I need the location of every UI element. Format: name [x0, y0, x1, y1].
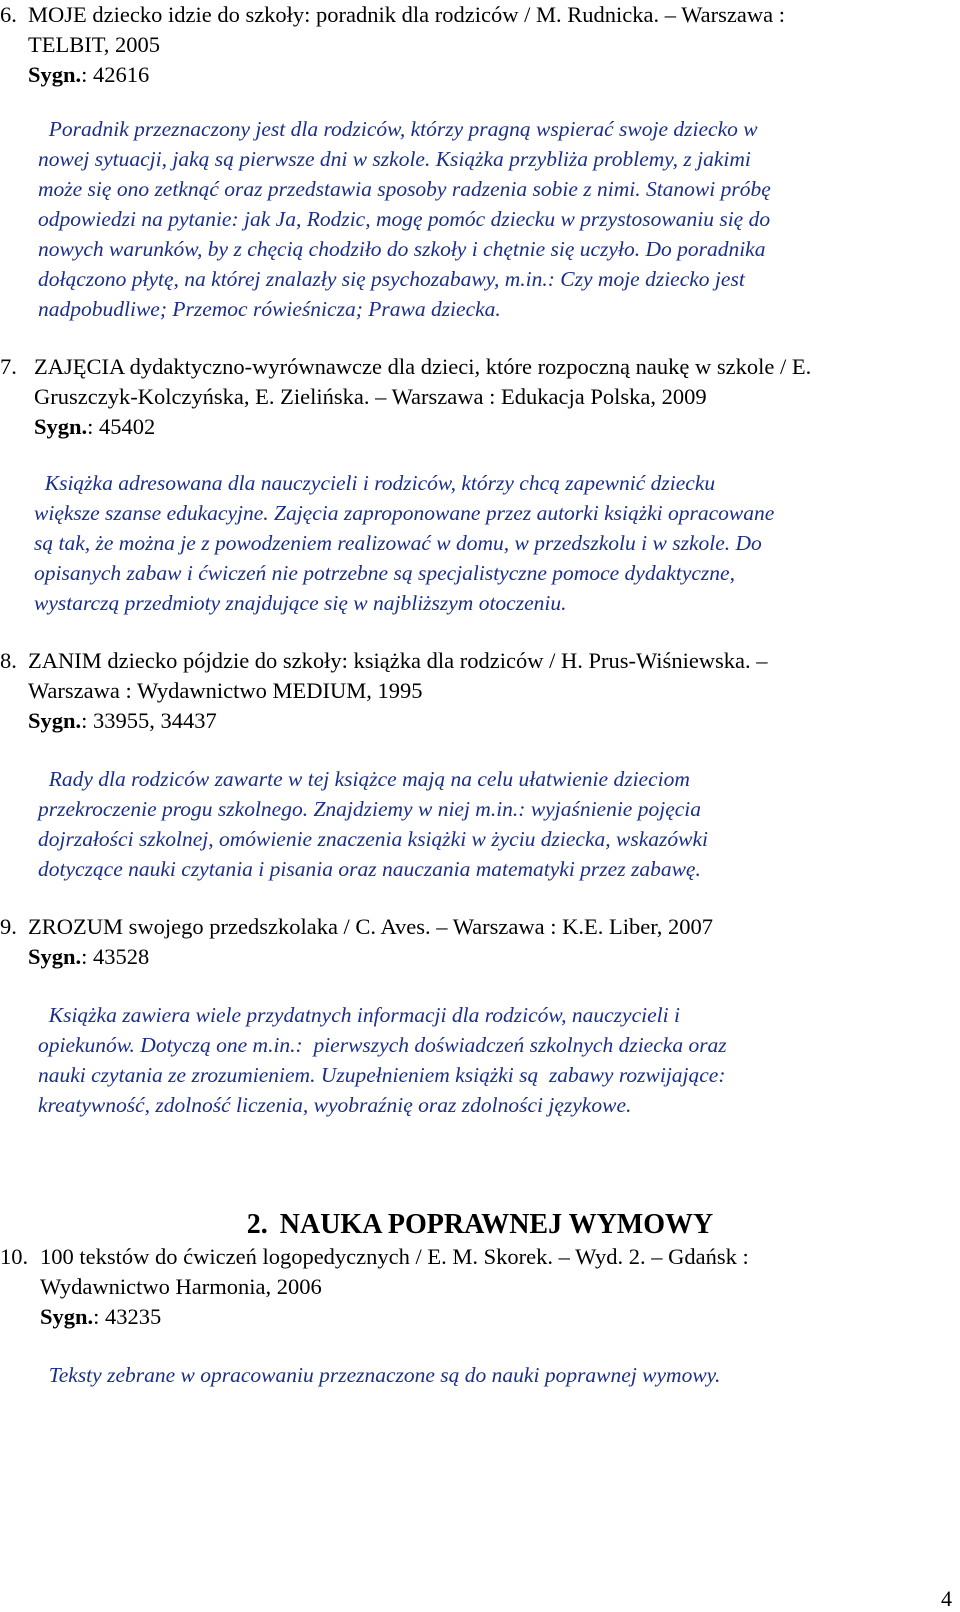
sygn-value: : 45402 — [87, 414, 156, 439]
annotation-line: dołączono płytę, na której znalazły się psychozabawy, m.in.: Czy moje dziecko jest — [38, 267, 745, 291]
bib-entry-6 — [0, 0, 940, 90]
annotation-line: dotyczące nauki czytania i pisania oraz nauczania matematyki przez zabawę. — [38, 857, 701, 881]
bib-entry-10 — [0, 1242, 940, 1332]
annotation-8 — [38, 764, 708, 884]
annotation-7 — [34, 468, 774, 618]
annotation-line: są tak, że można je z powodzeniem realizować w domu, w przedszkolu i w szkole. Do — [34, 531, 762, 555]
entry-title-line: 100 tekstów do ćwiczeń logopedycznych / E. M. Skorek. – Wyd. 2. – Gdańsk : — [40, 1244, 749, 1269]
bib-entry-8 — [0, 646, 940, 736]
bib-entry-9 — [0, 912, 940, 972]
annotation-6 — [38, 114, 771, 324]
entry-title-line: ZANIM dziecko pójdzie do szkoły: książka dla rodziców / H. Prus-Wiśniewska. – — [28, 648, 768, 673]
annotation-line: nauki czytania ze zrozumieniem. Uzupełnieniem książki są zabawy rozwijające: — [38, 1063, 726, 1087]
annotation-line: kreatywność, zdolność liczenia, wyobraźnię oraz zdolności językowe. — [38, 1093, 632, 1117]
annotation-line: opiekunów. Dotyczą one m.in.: pierwszych doświadczeń szkolnych dziecka oraz — [38, 1033, 727, 1057]
annotation-line: odpowiedzi na pytanie: jak Ja, Rodzic, mogę pomóc dziecku w przystosowaniu się do — [38, 207, 771, 231]
sygn-label: Sygn. — [34, 414, 88, 439]
annotation-line: może się ono zetknąć oraz przedstawia sposoby radzenia sobie z nimi. Stanowi próbę — [38, 177, 771, 201]
entry-title-line: ZROZUM swojego przedszkolaka / C. Aves. – Warszawa : K.E. Liber, 2007 — [28, 914, 714, 939]
annotation-line: nowych warunków, by z chęcią chodziło do szkoły i chętnie się uczyło. Do poradnika — [38, 237, 766, 261]
entry-number: 9. — [0, 914, 17, 939]
section-number: 2. — [246, 1209, 268, 1240]
entry-title-line: MOJE dziecko idzie do szkoły: poradnik dla rodziców / M. Rudnicka. – Warszawa : — [28, 2, 785, 27]
sygn-label: Sygn. — [28, 944, 82, 969]
entry-title-line: TELBIT, 2005 — [28, 32, 161, 57]
entry-title-line: ZAJĘCIA dydaktyczno-wyrównawcze dla dzieci, które rozpoczną naukę w szkole / E. — [34, 354, 812, 379]
entry-call-number — [0, 942, 940, 972]
sygn-value: : 42616 — [81, 62, 150, 87]
annotation-line: przekroczenie progu szkolnego. Znajdziemy w niej m.in.: wyjaśnienie pojęcia — [38, 797, 702, 821]
sygn-label: Sygn. — [28, 708, 82, 733]
annotation-line: dojrzałości szkolnej, omówienie znaczenia książki w życiu dziecka, wskazówki — [38, 827, 708, 851]
annotation-line: nowej sytuacji, jaką są pierwsze dni w szkole. Książka przybliża problemy, z jakimi — [38, 147, 751, 171]
entry-title-line: Wydawnictwo Harmonia, 2006 — [40, 1274, 322, 1299]
sygn-value: : 33955, 34437 — [81, 708, 217, 733]
annotation-line: Rady dla rodziców zawarte w tej książce mają na celu ułatwienie dzieciom — [38, 767, 690, 791]
annotation-line: nadpobudliwe; Przemoc rówieśnicza; Prawa dziecka. — [38, 297, 501, 321]
sygn-value: : 43235 — [93, 1304, 162, 1329]
annotation-line: wystarczą przedmioty znajdujące się w najbliższym otoczeniu. — [34, 591, 567, 615]
annotation-9 — [38, 1000, 727, 1120]
annotation-line: opisanych zabaw i ćwiczeń nie potrzebne są specjalistyczne pomoce dydaktyczne, — [34, 561, 735, 585]
annotation-line: Teksty zebrane w opracowaniu przeznaczone są do nauki poprawnej wymowy. — [38, 1363, 721, 1387]
entry-number: 6. — [0, 2, 17, 27]
entry-call-number — [0, 706, 940, 736]
annotation-line: większe szanse edukacyjne. Zajęcia zaproponowane przez autorki książki opracowane — [34, 501, 775, 525]
entry-call-number — [0, 412, 940, 442]
entry-call-number — [0, 1302, 940, 1332]
entry-title-line: Gruszczyk-Kolczyńska, E. Zielińska. – Warszawa : Edukacja Polska, 2009 — [34, 384, 707, 409]
entry-number: 10. — [0, 1244, 29, 1269]
bib-entry-7 — [0, 352, 940, 442]
annotation-10 — [38, 1360, 720, 1390]
sygn-label: Sygn. — [28, 62, 82, 87]
page-number: 4 — [941, 1586, 952, 1611]
entry-number: 8. — [0, 648, 17, 673]
annotation-line: Poradnik przeznaczony jest dla rodziców, którzy pragną wspierać swoje dziecko w — [38, 117, 758, 141]
section-title: NAUKA POPRAWNEJ WYMOWY — [279, 1209, 714, 1240]
annotation-line: Książka zawiera wiele przydatnych informacji dla rodziców, nauczycieli i — [38, 1003, 680, 1027]
entry-number: 7. — [0, 354, 17, 379]
annotation-line: Książka adresowana dla nauczycieli i rodziców, którzy chcą zapewnić dziecku — [34, 471, 716, 495]
section-heading — [0, 1208, 960, 1242]
sygn-label: Sygn. — [40, 1304, 94, 1329]
sygn-value: : 43528 — [81, 944, 150, 969]
entry-title-line: Warszawa : Wydawnictwo MEDIUM, 1995 — [28, 678, 423, 703]
entry-call-number — [0, 60, 940, 90]
